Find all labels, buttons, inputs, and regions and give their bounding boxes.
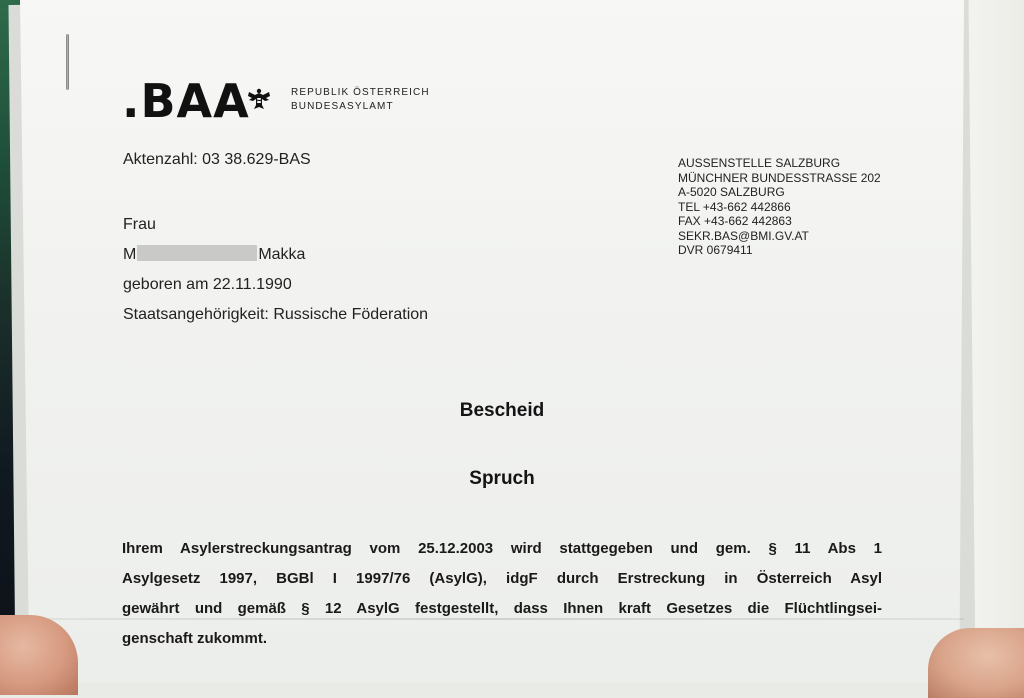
address-phone: TEL +43-662 442866 — [678, 199, 791, 214]
address-fax: FAX +43-662 442863 — [678, 214, 792, 228]
recipient-block — [123, 210, 428, 330]
decision-line-4: genschaft zukommt. — [122, 630, 268, 647]
address-email: SEKR.BAS@BMI.GV.AT — [678, 228, 809, 243]
org-line-agency: BUNDESASYLAMT — [291, 101, 394, 112]
address-city: A-5020 SALZBURG — [678, 185, 785, 199]
redaction-bar — [137, 245, 257, 261]
address-dvr: DVR 0679411 — [678, 243, 753, 257]
recipient-birthdate: geboren am 22.11.1990 — [123, 276, 292, 293]
file-reference: Aktenzahl: 03 38.629-BAS — [123, 151, 311, 168]
decision-line-1: Ihrem Asylerstreckungsantrag vom 25.12.2003 wird stattgegeben und gem. § 11 Abs 1 — [122, 540, 882, 557]
address-street: MÜNCHNER BUNDESSTRASSE 202 — [678, 170, 881, 185]
recipient-salutation: Frau — [123, 216, 156, 233]
recipient-name-surname: Makka — [258, 246, 306, 263]
organisation-name — [291, 86, 430, 114]
recipient-name-initial: M — [123, 246, 137, 263]
decision-line-3: gewährt und gemäß § 12 AsylG festgestellt, dass Ihnen kraft Gesetzes die Flüchtlingsei- — [122, 600, 882, 617]
heading-bescheid: Bescheid — [459, 400, 545, 421]
decision-line-2: Asylgesetz 1997, BGBl I 1997/76 (AsylG), idgF durch Erstreckung in Österreich Asyl — [122, 570, 882, 587]
baa-logo: .BAA — [122, 74, 250, 128]
staple — [66, 34, 69, 90]
address-office: AUSSENSTELLE SALZBURG — [678, 156, 841, 170]
heading-spruch: Spruch — [469, 468, 535, 489]
recipient-nationality: Staatsangehörigkeit: Russische Föderation — [123, 306, 429, 323]
right-thumb — [928, 628, 1024, 698]
recipient-name — [123, 240, 428, 270]
org-line-republic: REPUBLIK ÖSTERREICH — [291, 87, 430, 98]
austrian-eagle-icon — [246, 86, 272, 112]
office-address — [678, 156, 881, 258]
paper-fold — [20, 618, 964, 620]
decision-text — [122, 534, 882, 654]
